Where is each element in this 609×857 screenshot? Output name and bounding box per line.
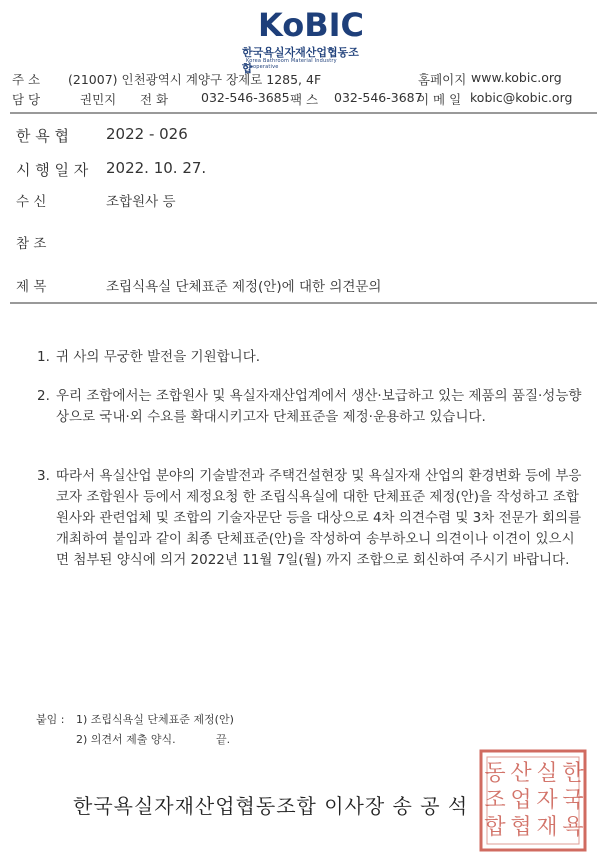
address-value: (21007) 인천광역시 계양구 장제로 1285, 4F: [68, 72, 322, 87]
seal-glyph: 조: [484, 788, 506, 813]
contact-label: 담 당: [12, 92, 41, 107]
reference-label: 참 조: [16, 236, 47, 252]
date-label: 시 행 일 자: [16, 161, 89, 179]
paragraph-2: [37, 386, 587, 428]
seal-glyph: 합: [484, 815, 506, 840]
paragraph-2-text: 우리 조합에서는 조합원사 및 욕실자재산업계에서 생산·보급하고 있는 제품의 품질·성능향상으로 국내·외 수요를 확대시키고자 단체표준을 제정·운용하고 있습니다.: [56, 388, 582, 425]
homepage-label: 홈페이지: [418, 72, 467, 87]
sender-signature-line: 한국욕실자재산업협동조합 이사장 송 공 석: [73, 794, 469, 818]
seal-glyph: 산: [510, 761, 532, 786]
paragraph-3-number: 3.: [37, 468, 50, 484]
paragraph-2-number: 2.: [37, 388, 50, 404]
seal-glyph: 국: [562, 788, 584, 813]
seal-glyph: 재: [536, 815, 558, 840]
paragraph-1-text: 귀 사의 무궁한 발전을 기원합니다.: [56, 349, 261, 365]
attachment-label: 붙임 :: [36, 713, 65, 726]
phone-value: 032-546-3685: [201, 90, 290, 105]
contact-name: 권민지: [80, 92, 117, 107]
homepage-link[interactable]: www.kobic.org: [471, 70, 562, 85]
end-mark: 끝.: [216, 733, 231, 746]
subject-divider: [10, 302, 597, 304]
subject-value: 조립식욕실 단체표준 제정(안)에 대한 의견문의: [106, 279, 382, 295]
fax-value: 032-546-3687: [334, 90, 423, 105]
seal-glyph: 협: [510, 815, 532, 840]
kobic-logo: [242, 6, 368, 75]
doc-number-value: 2022 - 026: [106, 125, 188, 143]
seal-glyph: 자: [536, 788, 558, 813]
logo-english-name: Korea Bathroom Material Industry Cooperative: [246, 58, 337, 70]
seal-glyph: 실: [536, 761, 558, 786]
address-label: 주 소: [12, 72, 41, 87]
paragraph-1: [37, 347, 587, 368]
date-value: 2022. 10. 27.: [106, 159, 207, 177]
header-divider: [10, 112, 597, 114]
subject-label: 제 목: [16, 279, 47, 295]
seal-glyph: 동: [484, 761, 506, 786]
attachment-item-1: 1) 조립식욕실 단체표준 제정(안): [76, 713, 234, 726]
paragraph-3: [37, 466, 587, 571]
recipient-value: 조합원사 등: [106, 194, 176, 210]
seal-glyph: 욕: [562, 815, 584, 840]
email-label: 이 메 일: [417, 92, 462, 107]
logo-wordmark: KoBIC: [258, 6, 364, 44]
paragraph-1-number: 1.: [37, 349, 50, 365]
fax-label: 팩 스: [290, 92, 319, 107]
phone-label: 전 화: [140, 92, 169, 107]
official-seal: [478, 748, 588, 853]
attachment-item-2: 2) 의견서 제출 양식.: [76, 733, 176, 746]
recipient-label: 수 신: [16, 194, 47, 210]
seal-glyph: 업: [510, 788, 532, 813]
email-link[interactable]: kobic@kobic.org: [470, 90, 573, 105]
seal-glyph: 한: [562, 761, 584, 786]
doc-number-label: 한 욕 협: [16, 127, 70, 145]
logo-korean-name: 한국욕실자재산업협동조합: [242, 46, 359, 75]
paragraph-3-text: 따라서 욕실산업 분야의 기술발전과 주택건설현장 및 욕실자재 산업의 환경변화 등에 부응코자 조합원사 등에서 제정요청 한 조립식욕실에 대한 단체표준 제정(안)을 작성하고 조합원사와 관련업체 및 조합의 기술자문단 등을 대상으로 4차 의견수렴 및 3차 전문가 회의를 개최하여 붙임과 같이 최종 단체표준(안)을 작성하여 송부하오니 의견이나 이견이 있으시면 첨부된 양식에 의거 2022년 11월 7일(월) 까지 조합으로 회신하여 주시기 바랍니다.: [56, 468, 582, 568]
